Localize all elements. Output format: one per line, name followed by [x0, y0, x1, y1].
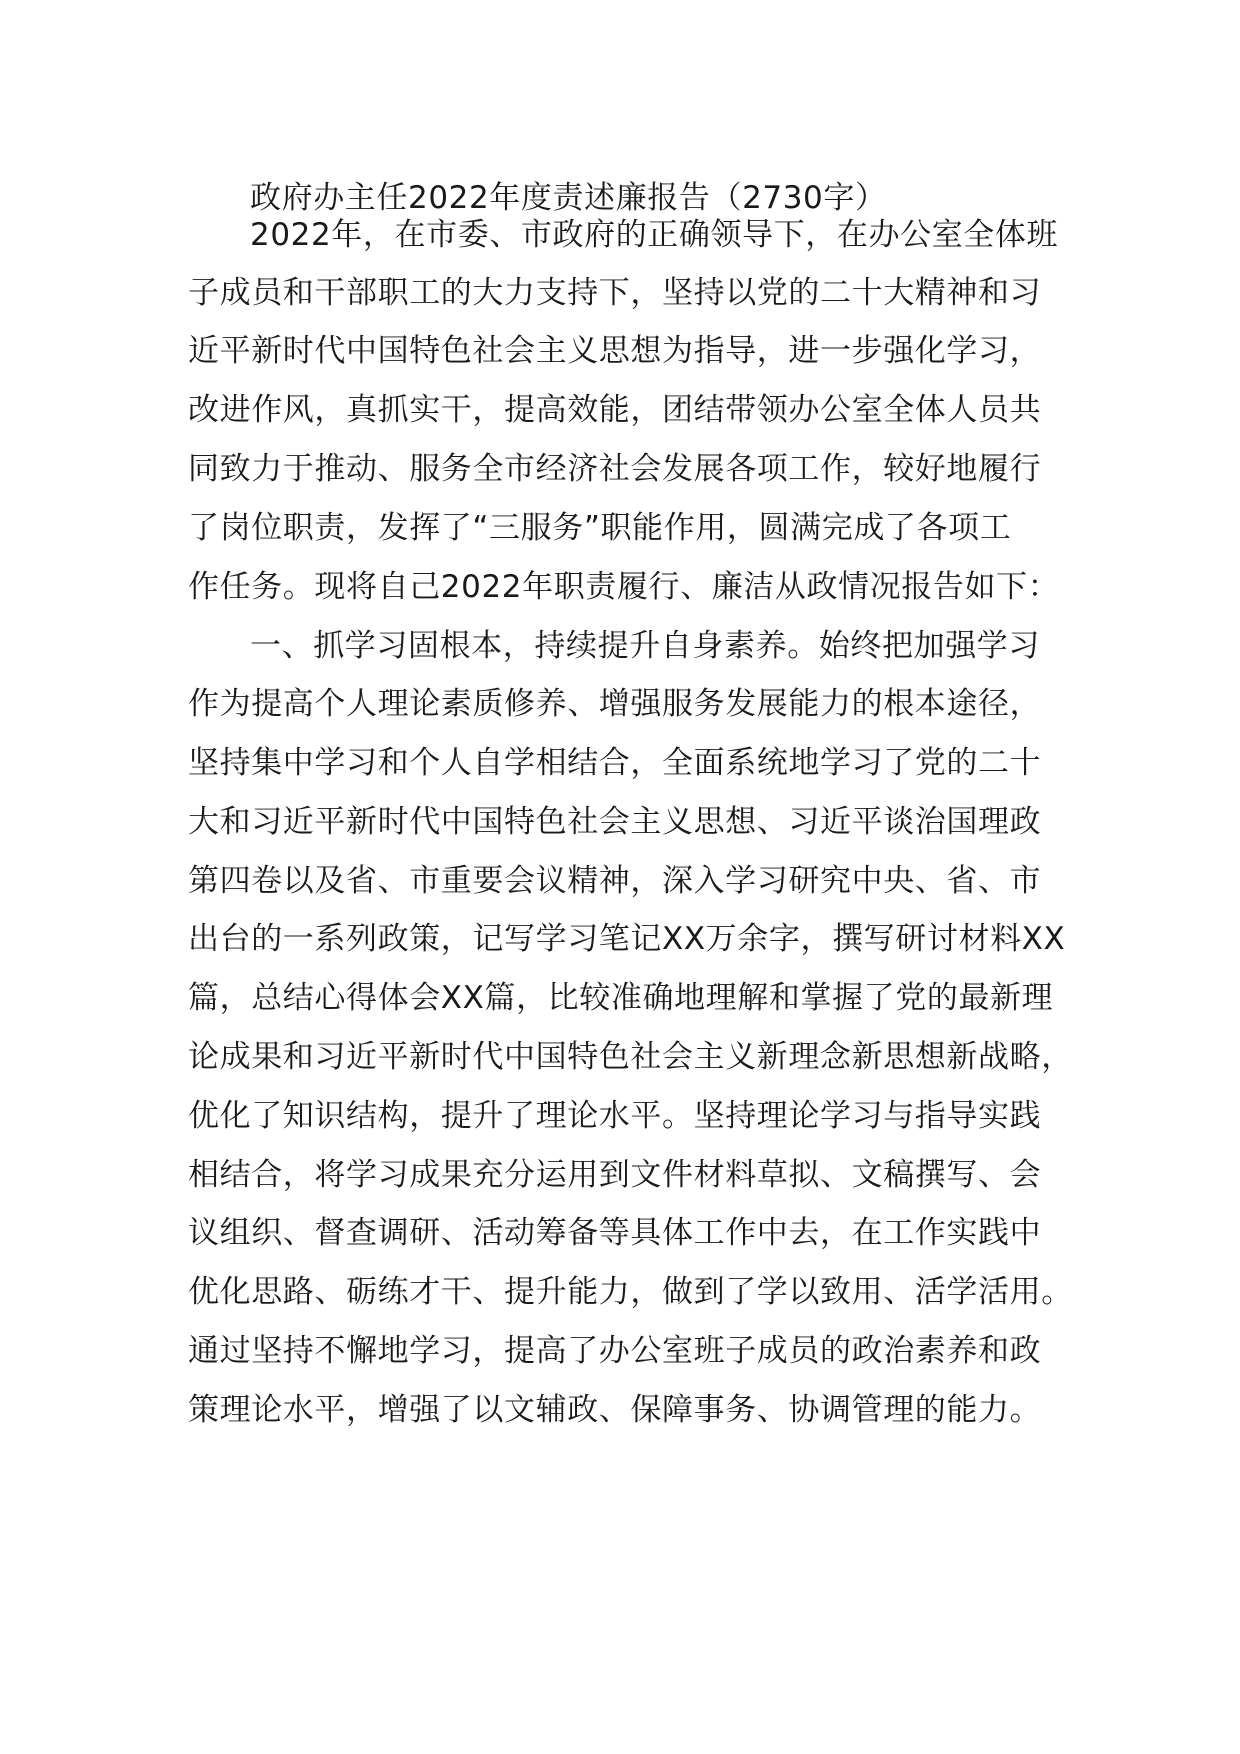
paragraph-line: 议组织、督查调研、活动筹备等具体工作中去，在工作实践中: [188, 1215, 1042, 1251]
paragraph-line: 相结合，将学习成果充分运用到文件材料草拟、文稿撰写、会: [188, 1157, 1042, 1193]
paragraph-line: 出台的一系列政策，记写学习笔记XX万余字，撰写研讨材料XX: [188, 921, 1066, 957]
paragraph-line: 论成果和习近平新时代中国特色社会主义新理念新思想新战略，: [188, 1039, 1073, 1075]
paragraph-line: 一、抓学习固根本，持续提升自身素养。始终把加强学习: [250, 628, 1040, 664]
paragraph-line: 优化思路、砺练才干、提升能力，做到了学以致用、活学活用。: [188, 1274, 1073, 1310]
paragraph-line: 2022年，在市委、市政府的正确领导下，在办公室全体班: [250, 217, 1059, 253]
paragraph-line: 策理论水平，增强了以文辅政、保障事务、协调管理的能力。: [188, 1392, 1042, 1428]
paragraph-line: 篇，总结心得体会XX篇，比较准确地理解和掌握了党的最新理: [188, 980, 1054, 1016]
paragraph-line: 大和习近平新时代中国特色社会主义思想、习近平谈治国理政: [188, 804, 1042, 840]
paragraph-line: 作为提高个人理论素质修养、增强服务发展能力的根本途径，: [188, 686, 1042, 722]
paragraph-line: 同致力于推动、服务全市经济社会发展各项工作，较好地履行: [188, 451, 1042, 487]
paragraph-line: 第四卷以及省、市重要会议精神，深入学习研究中央、省、市: [188, 863, 1042, 899]
paragraph-line: 作任务。现将自己2022年职责履行、廉洁从政情况报告如下：: [188, 569, 1060, 605]
document-title: 政府办主任2022年度责述廉报告（2730字）: [250, 180, 887, 216]
paragraph-line: 了岗位职责，发挥了“三服务”职能作用，圆满完成了各项工: [188, 510, 1012, 546]
paragraph-line: 坚持集中学习和个人自学相结合，全面系统地学习了党的二十: [188, 745, 1042, 781]
paragraph-line: 通过坚持不懈地学习，提高了办公室班子成员的政治素养和政: [188, 1333, 1042, 1369]
paragraph-line: 子成员和干部职工的大力支持下，坚持以党的二十大精神和习: [188, 275, 1042, 311]
paragraph-line: 优化了知识结构，提升了理论水平。坚持理论学习与指导实践: [188, 1098, 1042, 1134]
paragraph-line: 改进作风，真抓实干，提高效能，团结带领办公室全体人员共: [188, 392, 1042, 428]
paragraph-line: 近平新时代中国特色社会主义思想为指导，进一步强化学习，: [188, 333, 1042, 369]
